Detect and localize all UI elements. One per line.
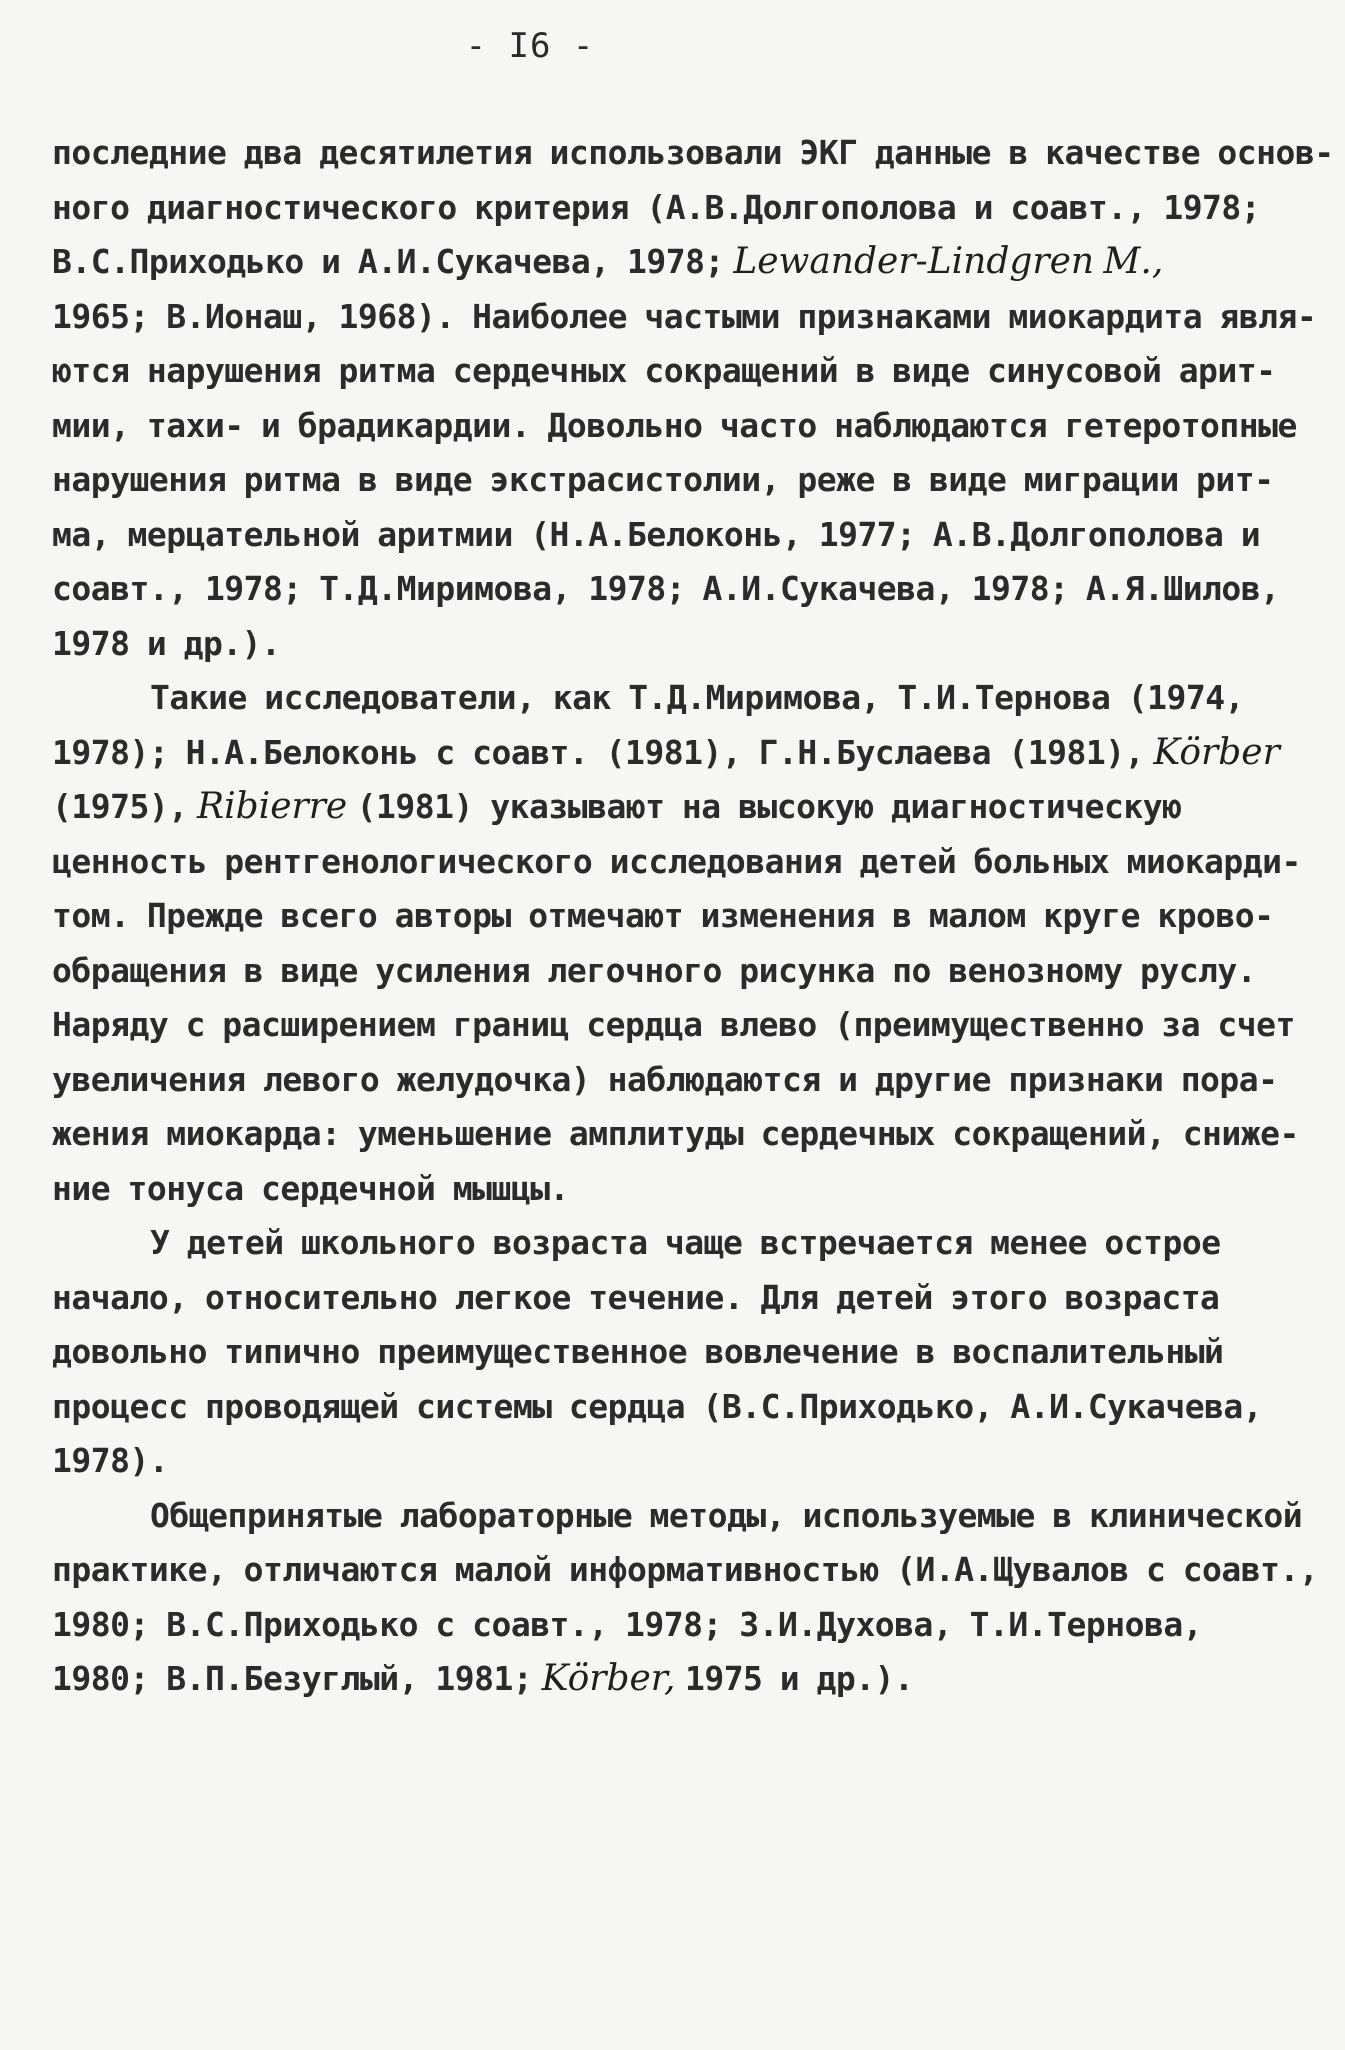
text-line xyxy=(52,671,1292,726)
text-line xyxy=(52,1216,1292,1271)
line-text: ются нарушения ритма сердечных сокращений в виде синусовой арит- xyxy=(52,351,1276,390)
text-line xyxy=(52,126,1334,181)
text-line xyxy=(52,1162,1292,1217)
handwritten-name: Körber, xyxy=(532,1658,685,1699)
text-line xyxy=(52,889,1292,944)
line-text: ценность рентгенологического исследования детей больных миокарди- xyxy=(52,841,1301,881)
line-text: жения миокарда: уменьшение амплитуды сердечных сокращений, сниже- xyxy=(52,1114,1299,1153)
text-line xyxy=(52,780,1292,835)
text-line xyxy=(52,944,1292,999)
text-line xyxy=(52,1107,1299,1162)
line-text: начало, относительно легкое течение. Для детей этого возраста xyxy=(52,1277,1220,1317)
line-text: практике, отличаются малой информативностью (И.А.Щувалов с соавт., xyxy=(52,1550,1319,1589)
text-line xyxy=(52,235,1292,290)
line-text: 1980; В.С.Приходько с соавт., 1978; З.И.Духова, Т.И.Тернова, xyxy=(52,1604,1203,1644)
line-text: Такие исследователи, как Т.Д.Миримова, Т.И.Тернова (1974, xyxy=(150,678,1244,717)
text-line xyxy=(52,617,1292,672)
text-line xyxy=(52,1543,1319,1598)
line-text: ние тонуса сердечной мышцы. xyxy=(52,1168,569,1208)
line-text: ма, мерцательной аритмии (Н.А.Белоконь, 1977; А.В.Долгополова и xyxy=(52,514,1261,554)
line-text: последние два десятилетия использовали ЭКГ данные в качестве основ- xyxy=(52,133,1334,172)
line-text: (1975), xyxy=(52,787,188,826)
text-line xyxy=(52,399,1297,454)
page-number: - I6 - xyxy=(465,26,595,66)
line-text: ного диагностического критерия (А.В.Долгополова и соавт., 1978; xyxy=(52,187,1261,227)
text-line xyxy=(52,1652,1292,1707)
text-line xyxy=(52,1325,1292,1380)
text-line xyxy=(52,181,1292,236)
text-line xyxy=(52,1434,1292,1489)
text-line xyxy=(52,998,1295,1053)
text-line xyxy=(52,1598,1292,1653)
line-text: 1978). xyxy=(52,1441,169,1480)
line-text: обращения в виде усиления легочного рисунка по венозному руслу. xyxy=(52,950,1257,990)
line-text: Общепринятые лабораторные методы, используемые в клинической xyxy=(150,1495,1303,1535)
text-line xyxy=(52,1489,1303,1544)
line-text: 1978 и др.). xyxy=(52,623,281,663)
line-text: довольно типично преимущественное вовлечение в воспалительный xyxy=(52,1332,1224,1371)
line-text: том. Прежде всего авторы отмечают изменения в малом круге крово- xyxy=(52,896,1274,935)
handwritten-name: Lewander-Lindgren M., xyxy=(723,241,1164,282)
line-text: мии, тахи- и брадикардии. Довольно часто наблюдаются гетеротопные xyxy=(52,405,1297,445)
line-text: соавт., 1978; Т.Д.Миримова, 1978; А.И.Сукачева, 1978; А.Я.Шилов, xyxy=(52,569,1280,608)
line-text: увеличения левого желудочка) наблюдаются и другие признаки пора- xyxy=(52,1059,1278,1099)
text-line xyxy=(52,1053,1292,1108)
text-line xyxy=(52,290,1317,345)
text-line xyxy=(52,453,1292,508)
text-line xyxy=(52,726,1292,781)
text-line xyxy=(52,508,1292,563)
text-line xyxy=(52,1271,1292,1326)
handwritten-name: Körber xyxy=(1143,731,1280,773)
line-text: 1965; В.Ионаш, 1968). Наиболее частыми признаками миокардита явля- xyxy=(52,296,1317,336)
line-text: Наряду с расширением границ сердца влево (преимущественно за счет xyxy=(52,1005,1295,1044)
line-text: 1980; В.П.Безуглый, 1981; xyxy=(52,1659,533,1698)
handwritten-name: Ribierre xyxy=(187,786,357,827)
line-text: В.С.Приходько и А.И.Сукачева, 1978; xyxy=(52,242,724,281)
text-line xyxy=(52,1380,1292,1435)
text-line xyxy=(52,562,1292,617)
line-text-after: (1981) указывают на высокую диагностическую xyxy=(356,787,1182,826)
line-text: нарушения ритма в виде экстрасистолии, реже в виде миграции рит- xyxy=(52,460,1274,499)
text-line xyxy=(52,835,1301,890)
line-text-after: 1975 и др.). xyxy=(684,1659,914,1698)
body-text xyxy=(52,126,1334,1707)
line-text: У детей школьного возраста чаще встречается менее острое xyxy=(150,1223,1221,1262)
text-line xyxy=(52,344,1292,399)
line-text: 1978); Н.А.Белоконь с соавт. (1981), Г.Н.Буслаева (1981), xyxy=(52,732,1144,772)
line-text: процесс проводящей системы сердца (В.С.Приходько, А.И.Сукачева, xyxy=(52,1386,1263,1426)
